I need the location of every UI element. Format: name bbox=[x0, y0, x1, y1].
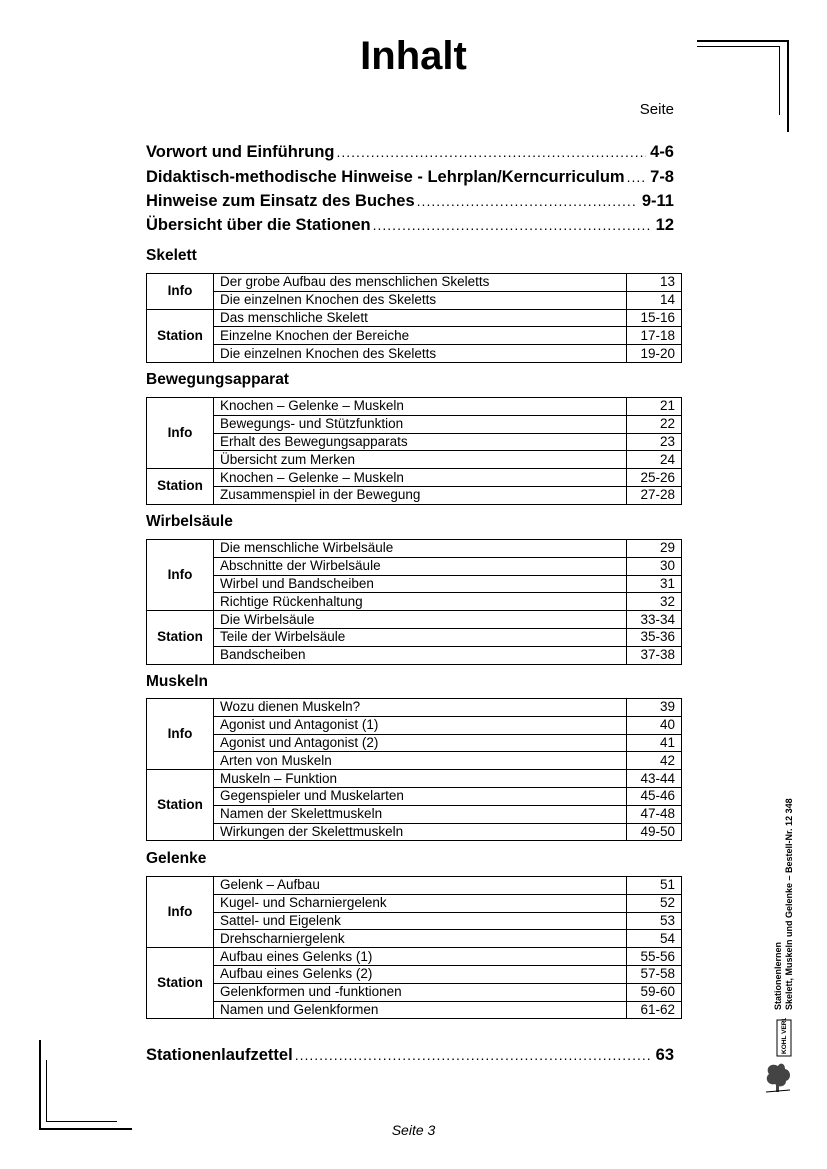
row-page: 14 bbox=[627, 291, 682, 309]
row-page: 19-20 bbox=[627, 345, 682, 363]
row-title: Wozu dienen Muskeln? bbox=[214, 699, 627, 717]
row-title: Drehscharniergelenk bbox=[214, 930, 627, 948]
table-row[interactable] bbox=[147, 469, 682, 487]
side-imprint-line2: Skelett, Muskeln und Gelenke – Bestell-Nr. 12 348 bbox=[784, 798, 794, 1010]
row-page: 27-28 bbox=[627, 486, 682, 504]
row-page: 32 bbox=[627, 593, 682, 611]
section-heading-muskeln: Muskeln bbox=[146, 673, 209, 690]
table-row[interactable] bbox=[147, 611, 682, 629]
table-row[interactable] bbox=[147, 912, 682, 930]
row-title: Die einzelnen Knochen des Skeletts bbox=[214, 291, 627, 309]
row-title: Aufbau eines Gelenks (1) bbox=[214, 948, 627, 966]
group-label: Info bbox=[147, 540, 214, 611]
table-row[interactable] bbox=[147, 433, 682, 451]
table-row[interactable] bbox=[147, 327, 682, 345]
table-row[interactable] bbox=[147, 877, 682, 895]
row-title: Das menschliche Skelett bbox=[214, 309, 627, 327]
row-title: Gelenkformen und -funktionen bbox=[214, 983, 627, 1001]
group-label: Info bbox=[147, 699, 214, 770]
svg-text:KOHL VERLAG: KOHL VERLAG bbox=[781, 1018, 788, 1054]
row-title: Die menschliche Wirbelsäule bbox=[214, 540, 627, 558]
row-page: 37-38 bbox=[627, 646, 682, 664]
row-page: 29 bbox=[627, 540, 682, 558]
row-title: Wirkungen der Skelettmuskeln bbox=[214, 823, 627, 841]
row-page: 53 bbox=[627, 912, 682, 930]
table-row[interactable] bbox=[147, 770, 682, 788]
row-page: 59-60 bbox=[627, 983, 682, 1001]
row-title: Teile der Wirbelsäule bbox=[214, 628, 627, 646]
table-row[interactable] bbox=[147, 593, 682, 611]
group-label: Station bbox=[147, 309, 214, 362]
row-title: Muskeln – Funktion bbox=[214, 770, 627, 788]
table-row[interactable] bbox=[147, 787, 682, 805]
row-page: 17-18 bbox=[627, 327, 682, 345]
table-row[interactable] bbox=[147, 345, 682, 363]
table-row[interactable] bbox=[147, 965, 682, 983]
table-row[interactable] bbox=[147, 948, 682, 966]
row-title: Arten von Muskeln bbox=[214, 752, 627, 770]
row-title: Erhalt des Bewegungsapparats bbox=[214, 433, 627, 451]
table-row[interactable] bbox=[147, 646, 682, 664]
toc-entry-title: Stationenlaufzettel bbox=[146, 1046, 293, 1064]
row-page: 52 bbox=[627, 894, 682, 912]
row-page: 42 bbox=[627, 752, 682, 770]
row-title: Übersicht zum Merken bbox=[214, 451, 627, 469]
toc-entry-page: 7-8 bbox=[650, 168, 674, 186]
row-title: Namen der Skelettmuskeln bbox=[214, 805, 627, 823]
row-title: Sattel- und Eigelenk bbox=[214, 912, 627, 930]
row-page: 15-16 bbox=[627, 309, 682, 327]
row-page: 24 bbox=[627, 451, 682, 469]
page-number-footer: Seite 3 bbox=[391, 1122, 436, 1138]
section-heading-gelenke: Gelenke bbox=[146, 850, 207, 867]
row-title: Agonist und Antagonist (2) bbox=[214, 734, 627, 752]
toc-entry-page: 4-6 bbox=[650, 143, 674, 161]
table-row[interactable] bbox=[147, 309, 682, 327]
table-row[interactable] bbox=[147, 1001, 682, 1019]
table-row[interactable] bbox=[147, 575, 682, 593]
row-title: Die einzelnen Knochen des Skeletts bbox=[214, 345, 627, 363]
toc-entry-page: 12 bbox=[655, 216, 674, 234]
table-row[interactable] bbox=[147, 752, 682, 770]
row-page: 45-46 bbox=[627, 787, 682, 805]
group-label: Info bbox=[147, 877, 214, 948]
row-page: 40 bbox=[627, 716, 682, 734]
table-row[interactable] bbox=[147, 451, 682, 469]
table-row[interactable] bbox=[147, 823, 682, 841]
row-page: 30 bbox=[627, 557, 682, 575]
group-label: Info bbox=[147, 274, 214, 310]
section-table-skelett bbox=[146, 273, 682, 363]
table-row[interactable] bbox=[147, 486, 682, 504]
section-heading-bewegungsapparat: Bewegungsapparat bbox=[146, 371, 289, 388]
row-title: Kugel- und Scharniergelenk bbox=[214, 894, 627, 912]
side-imprint bbox=[773, 798, 795, 1010]
leader-dots bbox=[373, 217, 652, 233]
row-title: Zusammenspiel in der Bewegung bbox=[214, 486, 627, 504]
row-title: Der grobe Aufbau des menschlichen Skeletts bbox=[214, 274, 627, 292]
toc-entry[interactable] bbox=[146, 143, 674, 162]
side-imprint-line1: Stationenlernen bbox=[773, 941, 783, 1010]
group-label: Station bbox=[147, 770, 214, 841]
row-title: Wirbel und Bandscheiben bbox=[214, 575, 627, 593]
row-page: 25-26 bbox=[627, 469, 682, 487]
row-title: Bewegungs- und Stützfunktion bbox=[214, 415, 627, 433]
row-title: Abschnitte der Wirbelsäule bbox=[214, 557, 627, 575]
section-table-gelenke bbox=[146, 876, 682, 1019]
row-title: Agonist und Antagonist (1) bbox=[214, 716, 627, 734]
tree-logo-icon bbox=[762, 1018, 796, 1094]
toc-entry-title: Hinweise zum Einsatz des Buches bbox=[146, 192, 415, 210]
row-title: Einzelne Knochen der Bereiche bbox=[214, 327, 627, 345]
row-page: 49-50 bbox=[627, 823, 682, 841]
table-row[interactable] bbox=[147, 415, 682, 433]
toc-entry[interactable] bbox=[146, 168, 674, 187]
table-row[interactable] bbox=[147, 805, 682, 823]
row-page: 55-56 bbox=[627, 948, 682, 966]
toc-entry-page: 63 bbox=[655, 1046, 674, 1064]
table-row[interactable] bbox=[147, 716, 682, 734]
table-row[interactable] bbox=[147, 983, 682, 1001]
toc-entry[interactable] bbox=[146, 192, 674, 211]
section-table-muskeln bbox=[146, 698, 682, 841]
table-row[interactable] bbox=[147, 699, 682, 717]
group-label: Station bbox=[147, 469, 214, 505]
toc-entry[interactable] bbox=[146, 216, 674, 235]
table-row[interactable] bbox=[147, 398, 682, 416]
table-row[interactable] bbox=[147, 930, 682, 948]
page-column-label: Seite bbox=[639, 101, 674, 118]
row-title: Knochen – Gelenke – Muskeln bbox=[214, 469, 627, 487]
section-table-wirbelsaeule bbox=[146, 539, 682, 665]
row-title: Namen und Gelenkformen bbox=[214, 1001, 627, 1019]
row-title: Gelenk – Aufbau bbox=[214, 877, 627, 895]
table-row[interactable] bbox=[147, 274, 682, 292]
corner-frame-bottom-left-inner bbox=[46, 1060, 117, 1122]
toc-entry-title: Vorwort und Einführung bbox=[146, 143, 335, 161]
table-row[interactable] bbox=[147, 291, 682, 309]
row-page: 33-34 bbox=[627, 611, 682, 629]
row-page: 57-58 bbox=[627, 965, 682, 983]
group-label: Info bbox=[147, 398, 214, 469]
row-page: 21 bbox=[627, 398, 682, 416]
row-title: Die Wirbelsäule bbox=[214, 611, 627, 629]
row-page: 22 bbox=[627, 415, 682, 433]
table-row[interactable] bbox=[147, 540, 682, 558]
table-row[interactable] bbox=[147, 734, 682, 752]
group-label: Station bbox=[147, 611, 214, 664]
table-row[interactable] bbox=[147, 628, 682, 646]
leader-dots bbox=[337, 144, 647, 160]
row-page: 35-36 bbox=[627, 628, 682, 646]
row-title: Bandscheiben bbox=[214, 646, 627, 664]
toc-entry-title: Didaktisch-methodische Hinweise - Lehrplan/Kerncurriculum bbox=[146, 168, 625, 186]
page-title: Inhalt bbox=[360, 34, 467, 78]
group-label: Station bbox=[147, 948, 214, 1019]
row-title: Aufbau eines Gelenks (2) bbox=[214, 965, 627, 983]
toc-entry-title: Übersicht über die Stationen bbox=[146, 216, 371, 234]
row-page: 61-62 bbox=[627, 1001, 682, 1019]
leader-dots bbox=[417, 193, 638, 209]
row-title: Gegenspieler und Muskelarten bbox=[214, 787, 627, 805]
section-heading-skelett: Skelett bbox=[146, 247, 197, 264]
row-page: 54 bbox=[627, 930, 682, 948]
table-row[interactable] bbox=[147, 557, 682, 575]
row-page: 41 bbox=[627, 734, 682, 752]
toc-entry-final[interactable] bbox=[146, 1046, 674, 1065]
row-page: 31 bbox=[627, 575, 682, 593]
row-page: 13 bbox=[627, 274, 682, 292]
section-table-bewegungsapparat bbox=[146, 397, 682, 505]
section-heading-wirbelsaeule: Wirbelsäule bbox=[146, 513, 233, 530]
publisher-logo bbox=[762, 1018, 796, 1094]
row-page: 39 bbox=[627, 699, 682, 717]
row-page: 43-44 bbox=[627, 770, 682, 788]
leader-dots bbox=[627, 169, 647, 185]
leader-dots bbox=[295, 1047, 652, 1063]
row-page: 47-48 bbox=[627, 805, 682, 823]
row-page: 51 bbox=[627, 877, 682, 895]
table-row[interactable] bbox=[147, 894, 682, 912]
row-title: Richtige Rückenhaltung bbox=[214, 593, 627, 611]
toc-entry-page: 9-11 bbox=[641, 192, 674, 210]
row-title: Knochen – Gelenke – Muskeln bbox=[214, 398, 627, 416]
row-page: 23 bbox=[627, 433, 682, 451]
